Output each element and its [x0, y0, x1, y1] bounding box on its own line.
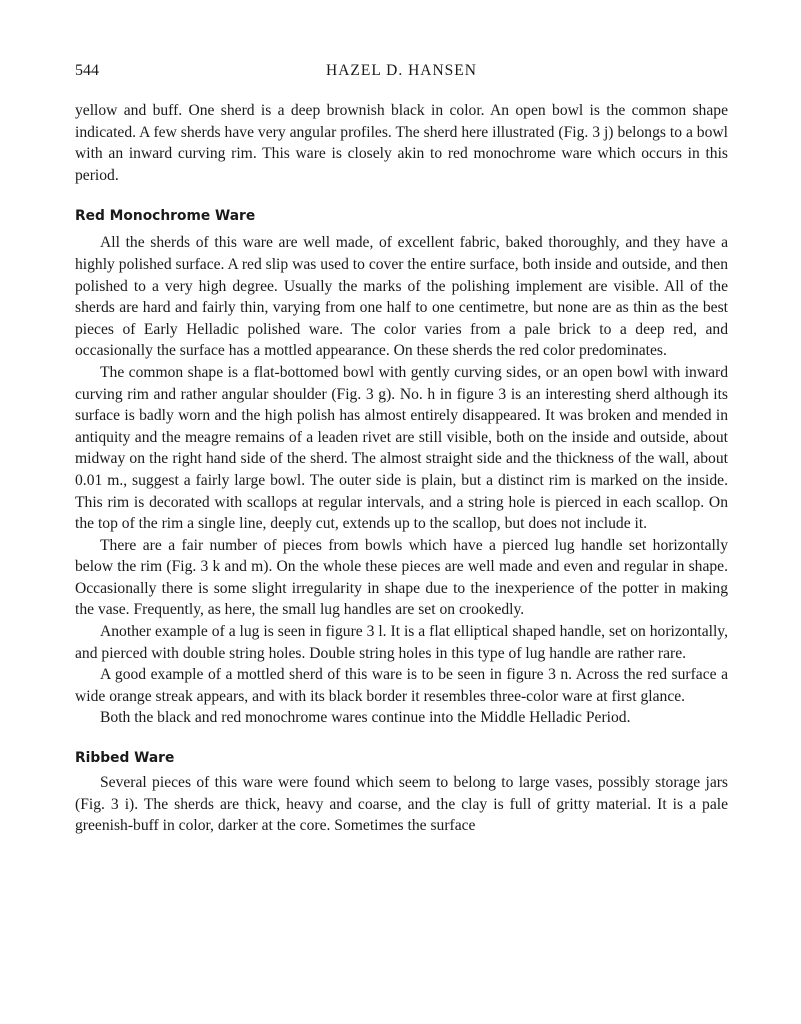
section-heading-red-monochrome: Red Monochrome Ware	[75, 208, 256, 225]
paragraph: A good example of a mottled sherd of this ware is to be seen in figure 3 n. Across the red surface a wide orange streak appears, and with its black border it resembles three-color ware at first glance.	[75, 666, 728, 705]
intro-paragraph: yellow and buff. One sherd is a deep brownish black in color. An open bowl is the common shape indicated. A few sherds have very angular profiles. The sherd here illustrated (Fig. 3 j) belongs to a bowl with an inward curving rim. This ware is closely akin to red monochrome ware which occurs in this period.	[75, 102, 728, 184]
paragraph: Another example of a lug is seen in figure 3 l. It is a flat elliptical shaped handle, set on horizontally, and pierced with double string holes. Double string holes in this type of lug handle are rather rare.	[75, 623, 728, 662]
running-title: HAZEL D. HANSEN	[326, 62, 477, 79]
body-text	[75, 100, 728, 837]
paragraph: Both the black and red monochrome wares continue into the Middle Helladic Period.	[100, 709, 631, 727]
section-heading-ribbed: Ribbed Ware	[75, 750, 175, 767]
page-number: 544	[75, 62, 99, 79]
paragraph: The common shape is a flat-bottomed bowl with gently curving sides, or an open bowl with inward curving rim and rather angular shoulder (Fig. 3 g). No. h in figure 3 is an interesting sherd although its surface is badly worn and the high polish has almost entirely disappeared. It was broken and mended in antiquity and the meagre remains of a leaden rivet are still visible, both on the inside and outside, about midway on the right hand side of the sherd. The almost straight side and the thickness of the wall, about 0.01 m., suggest a fairly large bowl. The outer side is plain, but a distinct rim is marked on the inside. This rim is decorated with scallops at regular intervals, and a string hole is pierced in each scallop. On the top of the rim a single line, deeply cut, extends up to the scallop, but does not include it.	[75, 363, 728, 533]
paragraph: All the sherds of this ware are well made, of excellent fabric, baked thoroughly, and they have a highly polished surface. A red slip was used to cover the entire surface, both inside and outside, and then polished to a very high degree. Usually the marks of the polishing implement are visible. All of the sherds are hard and fairly thin, varying from one half to one centimetre, but none are as thin as the best pieces of Early Helladic polished ware. The color varies from a pale brick to a deep red, and occasionally the surface has a mottled appearance. On these sherds the red color predominates.	[75, 234, 728, 360]
paragraph: Several pieces of this ware were found which seem to belong to large vases, possibly storage jars (Fig. 3 i). The sherds are thick, heavy and coarse, and the clay is full of gritty material. It is a pale greenish-buff in color, darker at the core. Sometimes the surface	[75, 774, 728, 835]
paragraph: There are a fair number of pieces from bowls which have a pierced lug handle set horizontally below the rim (Fig. 3 k and m). On the whole these pieces are well made and even and regular in shape. Occasionally there is some slight irregularity in shape due to the inexperience of the potter in making the vase. Frequently, as here, the small lug handles are set on crookedly.	[75, 536, 728, 619]
page-header	[75, 62, 728, 84]
